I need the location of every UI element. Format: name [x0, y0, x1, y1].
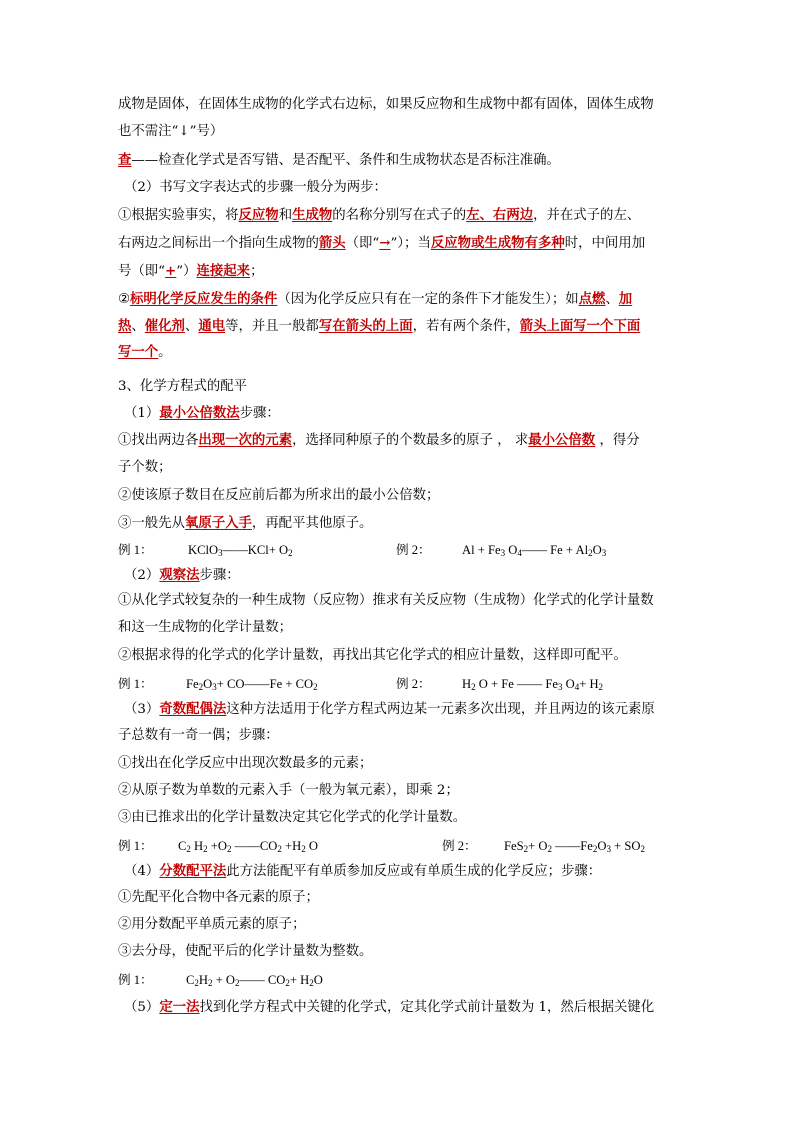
example-label: 例 1： [118, 677, 153, 691]
example-label: 例 2： [442, 839, 477, 853]
text-line: ②标明化学反应发生的条件（因为化学反应只有在一定的条件下才能发生）；如点燃、加 [118, 291, 633, 307]
text-line: （2）观察法步骤： [124, 567, 240, 583]
text-line: ①根据实验事实，将反应物和生成物的名称分别写在式子的左、右两边，并在式子的左、 [118, 207, 641, 223]
text-line: ③一般先从氧原子入手，再配平其他原子。 [118, 515, 373, 531]
example-label: 例 1： [118, 973, 153, 987]
text-line: ①从化学式较复杂的一种生成物（反应物）推求有关反应物（生成物）化学式的化学计量数 [118, 593, 654, 608]
text-line: ①先配平化合物中各元素的原子； [118, 890, 319, 905]
text-line: 写一个。 [118, 344, 172, 360]
example-label: 例 2： [396, 677, 431, 691]
section-heading: 3、化学方程式的配平 [118, 379, 248, 394]
text-line: ③去分母，使配平后的化学计量数为整数。 [118, 944, 373, 959]
text-line: 子个数； [118, 460, 172, 475]
text-line: ②使该原子数目在反应前后都为所求出的最小公倍数； [118, 488, 440, 503]
text-line: 右两边之间标出一个指向生成物的箭头（即“→”）；当反应物或生成物有多种时，中间用加 [118, 235, 646, 251]
text-line: 成物是固体，在固体生成物的化学式右边标，如果反应物和生成物中都有固体，固体生成物 [118, 97, 654, 112]
example-equation: $C_2$ $H_2 +O_2$ $——CO_2 +H_2$ O [178, 839, 318, 854]
text-line: （3）奇数配偶法这种方法适用于化学方程式两边某一元素多次出现，并且两边的该元素原 [124, 701, 655, 717]
example-equation: $Fe_2O_3+$ CO——Fe + $CO_2$ [186, 677, 318, 692]
example-label: 例 1： [118, 543, 153, 557]
text-line: （1）最小公倍数法步骤： [124, 405, 280, 421]
text-line: （2）书写文字表达式的步骤一般分为两步： [124, 180, 387, 195]
text-line: ②从原子数为单数的元素入手（一般为氧元素），即乘 2； [118, 783, 459, 798]
text-line: ①找出两边各出现一次的元素，选择同种原子的个数最多的原子 ， 求最小公倍数 ，得分 [118, 432, 640, 448]
text-line: 也不需注“↓”号） [118, 124, 224, 139]
text-line: ②用分数配平单质元素的原子； [118, 917, 306, 932]
text-line: ②根据求得的化学式的化学计量数，再找出其它化学式的相应计量数，这样即可配平。 [118, 648, 627, 663]
example-equation: $H_2$ O + Fe —— $Fe_3$ $O_4+ H_2$ [462, 677, 604, 692]
text-line-check: 查——检查化学式是否写错、是否配平、条件和生成物状态是否标注准确。 [118, 152, 560, 168]
text-line: （5）定一法找到化学方程式中关键的化学式，定其化学式前计量数为 1，然后根据关键化 [124, 999, 655, 1015]
text-line: ①找出在化学反应中出现次数最多的元素； [118, 756, 373, 771]
example-equation: $C_2H_2$ + $O_2——$ $CO_2+ H_2O$ [186, 973, 323, 988]
example-equation: KClO$_3$——KCl+ $O_2$ [188, 543, 293, 558]
text-line: 号（即“+”）连接起来； [118, 263, 264, 279]
text-line: 热、催化剂、通电等，并且一般都写在箭头的上面，若有两个条件，箭头上面写一个下面 [118, 318, 641, 334]
text-line: 和这一生成物的化学计量数； [118, 620, 293, 635]
example-equation: $FeS_2+ O_2$ $——Fe_2O_3 + SO_2$ [504, 839, 646, 854]
text-line: 子总数有一奇一偶；步骤： [118, 728, 279, 743]
example-label: 例 1： [118, 839, 153, 853]
text-line: （4）分数配平法此方法能配平有单质参加反应或有单质生成的化学反应；步骤： [124, 863, 602, 879]
example-label: 例 2： [396, 543, 431, 557]
text-line: ③由已推求出的化学计量数决定其它化学式的化学计量数。 [118, 810, 467, 825]
example-equation: $Al + Fe_3$ $O_4——$ $Fe + Al_2O_3$ [462, 543, 607, 558]
